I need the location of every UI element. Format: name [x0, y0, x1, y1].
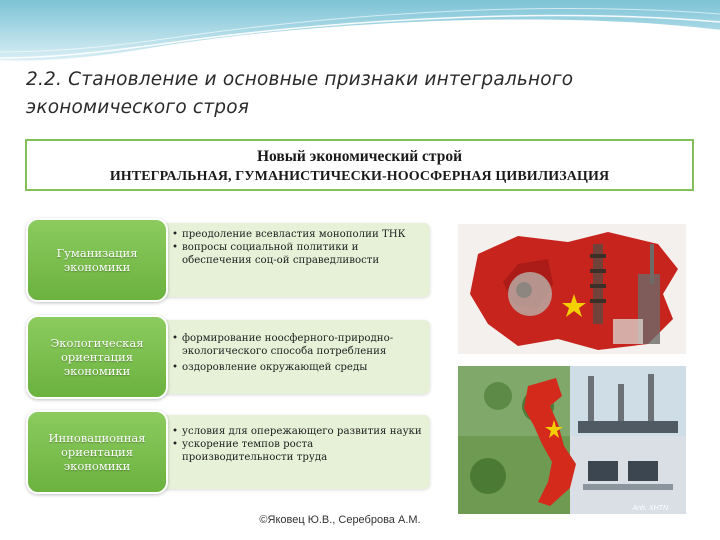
row-description: [158, 223, 430, 297]
bullet-item: • преодоление всевластия монополии ТНК: [172, 228, 424, 241]
bullet-item: • ускорение темпов роста производительности труда: [172, 438, 424, 464]
photo-watermark: Anh. XHTN: [632, 505, 668, 512]
row-title: Гуманизация экономики: [26, 218, 168, 302]
bullet-item: • вопросы социальной политики и обеспечения соц-ой справедливости: [172, 241, 424, 267]
copyright-footer: ©Яковец Ю.В., Сереброва А.М.: [259, 514, 421, 526]
vietnam-collage-photo: [458, 366, 686, 514]
bullet-item: • условия для опережающего развития науки: [172, 425, 424, 438]
headline-line-1: Новый экономический строй: [256, 148, 463, 165]
row-innovation: [26, 410, 430, 494]
row-description: [158, 320, 430, 394]
bullet-item: • формирование ноосферного-природно-экологического способа потребления: [172, 332, 424, 358]
header-wave-background: [0, 0, 720, 68]
row-description: [158, 415, 430, 489]
bullet-item: • оздоровление окружающей среды: [172, 361, 424, 374]
row-humanization: [26, 218, 430, 302]
row-ecology: [26, 315, 430, 399]
row-title: Экологическая ориентация экономики: [26, 315, 168, 399]
row-title: Инновационная ориентация экономики: [26, 410, 168, 494]
headline-line-2: ИНТЕГРАЛЬНАЯ, ГУМАНИСТИЧЕСКИ-НООСФЕРНАЯ ЦИВИЛИЗАЦИЯ: [109, 169, 610, 184]
china-collage-photo: [458, 224, 686, 354]
headline-box: [25, 139, 694, 191]
slide-title: 2.2. Становление и основные признаки интегрального экономического строя: [26, 69, 574, 118]
